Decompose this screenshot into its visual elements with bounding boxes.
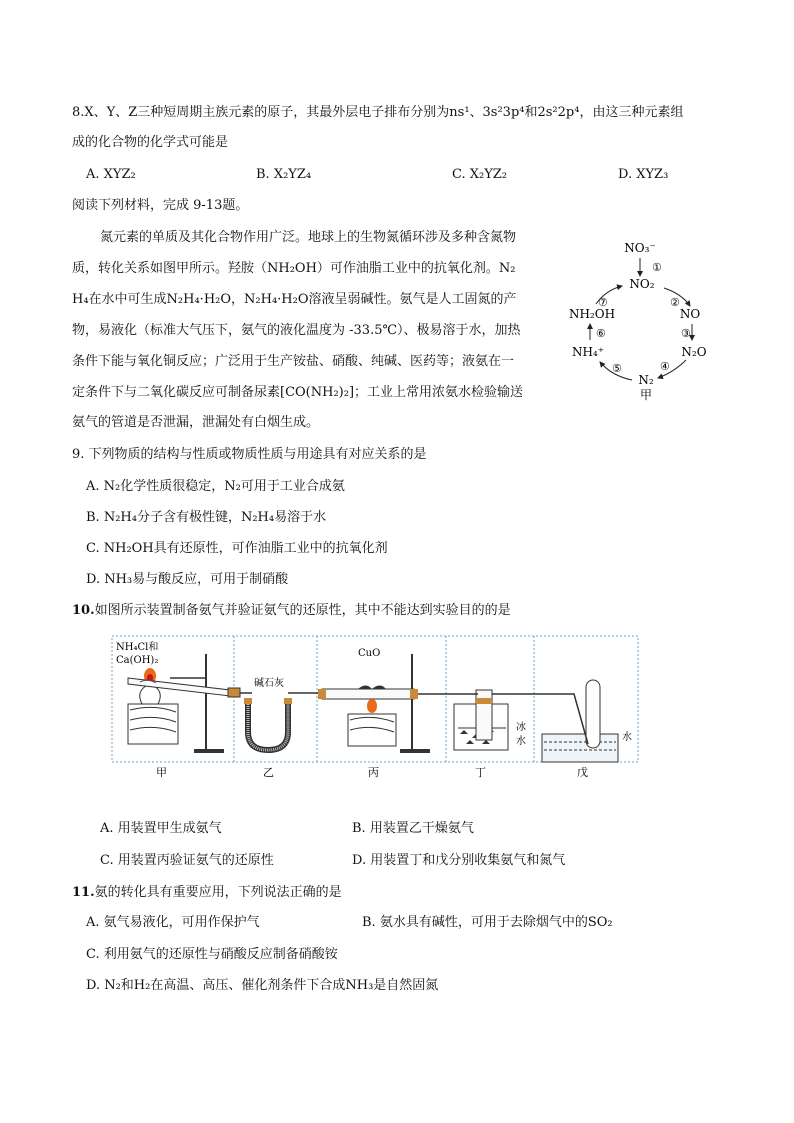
apparatus-yi (240, 676, 322, 750)
species-n2: N₂ (638, 373, 654, 387)
q9-option-a[interactable]: A. N₂化学性质很稳定，N₂可用于工业合成氨 (86, 479, 345, 494)
diagram-caption: 甲 (639, 388, 653, 402)
q10-number: 10. (72, 603, 95, 618)
q8-option-b[interactable]: B. X₂YZ₄ (256, 167, 312, 182)
apparatus-label-bing: 丙 (368, 766, 379, 779)
passage-line: 条件下能与氧化铜反应；广泛用于生产铵盐、硝酸、纯碱、医药等；液氨在一 (72, 354, 515, 369)
step-7: ⑦ (598, 296, 608, 309)
step-2: ② (670, 296, 680, 309)
q10-option-a[interactable]: A. 用装置甲生成氨气 (100, 821, 222, 836)
drying-agent-label: 碱石灰 (254, 678, 284, 689)
apparatus-label-ding: 丁 (475, 766, 486, 779)
q8-option-c[interactable]: C. X₂YZ₂ (452, 167, 508, 182)
q9-option-b[interactable]: B. N₂H₄分子含有极性键，N₂H₄易溶于水 (86, 510, 327, 525)
passage-line: 氮元素的单质及其化合物作用广泛。地球上的生物氮循环涉及多种含氮物 (100, 230, 517, 245)
passage-line: H₄在水中可生成N₂H₄·H₂O，N₂H₄·H₂O溶液呈弱碱性。氨气是人工固氮的产 (72, 292, 517, 307)
q10-option-c[interactable]: C. 用装置丙验证氨气的还原性 (100, 853, 274, 868)
reagent-label: Ca(OH)₂ (116, 655, 159, 666)
apparatus-label-yi: 乙 (263, 766, 274, 779)
passage-line: 定条件下与二氧化碳反应可制备尿素[CO(NH₂)₂]；工业上常用浓氨水检验输送 (72, 385, 524, 400)
q8-option-d[interactable]: D. XYZ₃ (618, 167, 669, 182)
q8-stem-line2: 成的化合物的化学式可能是 (72, 135, 229, 150)
oxide-label: CuO (358, 648, 381, 659)
passage-line: 质，转化关系如图甲所示。羟胺（NH₂OH）可作油脂工业中的抗氧化剂。N₂ (72, 261, 516, 276)
ice-label: 冰 (516, 722, 526, 733)
reading-intro: 阅读下列材料，完成 9-13题。 (72, 198, 249, 213)
nitrogen-cycle-diagram (560, 236, 730, 406)
reagent-label: NH₄Cl和 (116, 642, 159, 653)
q11-stem-text: 氨的转化具有重要应用，下列说法正确的是 (94, 885, 342, 900)
q8-option-a[interactable]: A. XYZ₂ (86, 167, 136, 182)
species-no2: NO₂ (629, 277, 655, 291)
passage-line: 氨气的管道是否泄漏，泄漏处有白烟生成。 (72, 415, 320, 430)
step-6: ⑥ (596, 327, 606, 340)
species-no: NO (679, 307, 701, 321)
species-nh4: NH₄⁺ (571, 345, 605, 359)
step-1: ① (652, 261, 662, 274)
step-5: ⑤ (612, 362, 622, 375)
water-label: 水 (622, 732, 632, 743)
q10-option-b[interactable]: B. 用装置乙干燥氨气 (352, 821, 474, 836)
species-no3: NO₃⁻ (624, 241, 656, 255)
q10-option-d[interactable]: D. 用装置丁和戊分别收集氨气和氮气 (352, 853, 566, 868)
apparatus-label-wu: 戊 (577, 766, 588, 779)
q8-number: 8. (72, 105, 85, 120)
q10-stem-text: 如图所示装置制备氨气并验证氨气的还原性，其中不能达到实验目的的是 (94, 603, 511, 618)
q9-stem: 9. 下列物质的结构与性质或物质性质与用途具有对应关系的是 (72, 447, 427, 462)
q8-stem-text: X、Y、Z三种短周期主族元素的原子，其最外层电子排布分别为ns¹、3s²3p⁴和2s²2p⁴，由这三种元素组 (84, 105, 684, 120)
q11-option-a[interactable]: A. 氨气易液化，可用作保护气 (86, 915, 260, 930)
q8-stem-line1 (72, 104, 683, 122)
q11-option-d[interactable]: D. N₂和H₂在高温、高压、催化剂条件下合成NH₃是自然固氮 (86, 978, 439, 993)
q11-stem (72, 884, 342, 902)
q9-option-c[interactable]: C. NH₂OH具有还原性，可作油脂工业中的抗氧化剂 (86, 541, 388, 556)
q11-option-b[interactable]: B. 氨水具有碱性，可用于去除烟气中的SO₂ (362, 915, 613, 930)
step-4: ④ (660, 360, 670, 373)
apparatus-label-jia: 甲 (156, 766, 167, 779)
apparatus-figure (110, 632, 640, 782)
apparatus-jia (116, 641, 240, 753)
species-nh2oh: NH₂OH (568, 307, 616, 321)
q11-number: 11. (72, 885, 95, 900)
q9-option-d[interactable]: D. NH₃易与酸反应，可用于制硝酸 (86, 572, 289, 587)
q10-stem (72, 602, 511, 620)
apparatus-bing (318, 648, 462, 753)
passage-line: 物，易液化（标准大气压下，氨气的液化温度为 -33.5℃）、极易溶于水，加热 (72, 323, 521, 338)
species-n2o: N₂O (681, 345, 707, 359)
step-3: ③ (681, 327, 691, 340)
apparatus-wu (542, 680, 632, 762)
q11-option-c[interactable]: C. 利用氨气的还原性与硝酸反应制备硝酸铵 (86, 947, 338, 962)
water-label: 水 (516, 736, 526, 747)
